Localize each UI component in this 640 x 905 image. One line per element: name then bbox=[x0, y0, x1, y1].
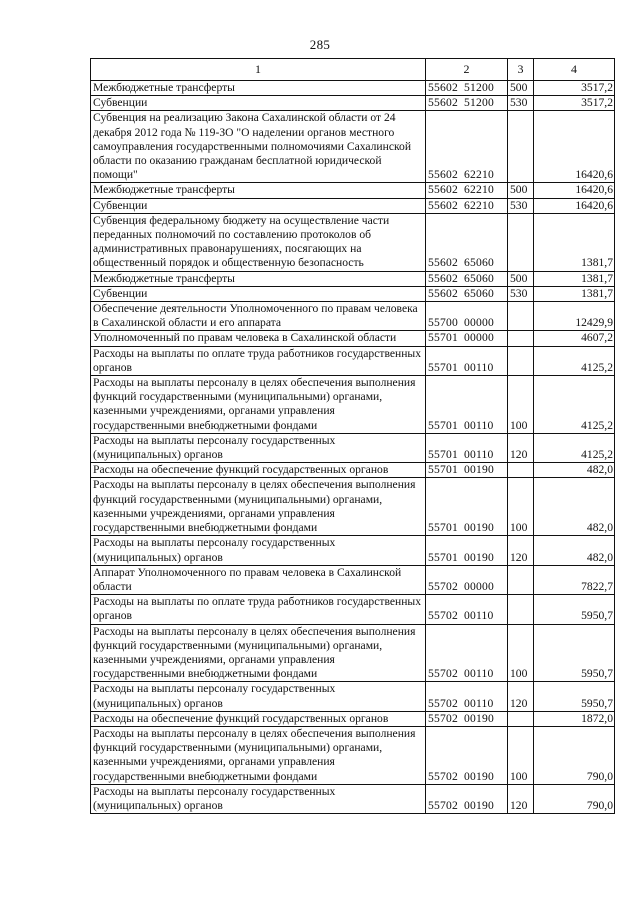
direction-code: 00190 bbox=[463, 798, 494, 812]
table-row bbox=[91, 213, 615, 271]
row-amount-cell: 16420,6 bbox=[534, 111, 615, 183]
table-row bbox=[91, 726, 615, 784]
row-expense-type-cell: 120 bbox=[508, 536, 534, 565]
column-header-amount: 4 bbox=[534, 59, 615, 81]
budget-table bbox=[90, 58, 615, 814]
row-code-cell bbox=[426, 346, 508, 375]
direction-code: 00000 bbox=[463, 316, 494, 330]
table-row bbox=[91, 536, 615, 565]
row-name-cell: Субвенции bbox=[91, 96, 426, 111]
program-code: 55701 bbox=[428, 331, 458, 345]
row-code-cell bbox=[426, 96, 508, 111]
row-code-cell bbox=[426, 81, 508, 96]
row-amount-cell: 1381,7 bbox=[534, 286, 615, 301]
row-expense-type-cell bbox=[508, 565, 534, 594]
program-code: 55602 bbox=[428, 271, 458, 285]
row-code-cell bbox=[426, 433, 508, 462]
row-name-cell: Расходы на выплаты персоналу государственных (муниципальных) органов bbox=[91, 784, 426, 813]
row-name-cell: Субвенция на реализацию Закона Сахалинской области от 24 декабря 2012 года № 119-ЗО "О наделении органов местного самоуправления государственными полномочиями Сахалинской области по оказанию гражданам бесплатной юридической помощи" bbox=[91, 111, 426, 183]
direction-code: 65060 bbox=[463, 286, 494, 300]
row-amount-cell: 4607,2 bbox=[534, 331, 615, 346]
row-expense-type-cell bbox=[508, 331, 534, 346]
row-expense-type-cell bbox=[508, 346, 534, 375]
row-amount-cell: 5950,7 bbox=[534, 682, 615, 711]
table-row bbox=[91, 81, 615, 96]
row-name-cell: Субвенции bbox=[91, 286, 426, 301]
row-expense-type-cell: 500 bbox=[508, 183, 534, 198]
row-expense-type-cell bbox=[508, 213, 534, 271]
row-expense-type-cell bbox=[508, 302, 534, 331]
row-amount-cell: 482,0 bbox=[534, 478, 615, 536]
row-expense-type-cell: 530 bbox=[508, 96, 534, 111]
row-amount-cell: 482,0 bbox=[534, 536, 615, 565]
row-name-cell: Межбюджетные трансферты bbox=[91, 81, 426, 96]
direction-code: 51200 bbox=[463, 81, 494, 94]
row-amount-cell: 5950,7 bbox=[534, 595, 615, 624]
program-code: 55701 bbox=[428, 448, 458, 462]
direction-code: 62210 bbox=[463, 198, 494, 212]
row-code-cell bbox=[426, 376, 508, 434]
program-code: 55702 bbox=[428, 798, 458, 812]
program-code: 55701 bbox=[428, 418, 458, 432]
row-code-cell bbox=[426, 595, 508, 624]
row-code-cell bbox=[426, 682, 508, 711]
row-code-cell bbox=[426, 331, 508, 346]
program-code: 55702 bbox=[428, 711, 458, 725]
row-expense-type-cell bbox=[508, 111, 534, 183]
row-code-cell bbox=[426, 565, 508, 594]
row-code-cell bbox=[426, 536, 508, 565]
program-code: 55700 bbox=[428, 316, 458, 330]
table-row bbox=[91, 271, 615, 286]
direction-code: 00110 bbox=[463, 667, 494, 681]
row-amount-cell: 4125,2 bbox=[534, 346, 615, 375]
row-code-cell bbox=[426, 726, 508, 784]
page-number: 285 bbox=[309, 37, 331, 52]
table-row bbox=[91, 111, 615, 183]
direction-code: 62210 bbox=[463, 183, 494, 197]
row-code-cell bbox=[426, 271, 508, 286]
program-code: 55602 bbox=[428, 183, 458, 197]
program-code: 55602 bbox=[428, 168, 458, 182]
row-name-cell: Межбюджетные трансферты bbox=[91, 183, 426, 198]
row-expense-type-cell: 100 bbox=[508, 478, 534, 536]
row-expense-type-cell: 500 bbox=[508, 81, 534, 96]
table-row bbox=[91, 433, 615, 462]
row-name-cell: Расходы на выплаты персоналу в целях обеспечения выполнения функций государственными (муниципальными) органами, казенными учреждениями, органами управления государственными внебюджетными фондами bbox=[91, 376, 426, 434]
row-code-cell bbox=[426, 111, 508, 183]
program-code: 55602 bbox=[428, 96, 458, 110]
row-name-cell: Расходы на обеспечение функций государственных органов bbox=[91, 463, 426, 478]
table-row bbox=[91, 183, 615, 198]
row-amount-cell: 482,0 bbox=[534, 463, 615, 478]
row-amount-cell: 1872,0 bbox=[534, 711, 615, 726]
direction-code: 00190 bbox=[463, 769, 494, 783]
direction-code: 51200 bbox=[463, 96, 494, 110]
row-expense-type-cell bbox=[508, 595, 534, 624]
row-expense-type-cell: 100 bbox=[508, 726, 534, 784]
row-code-cell bbox=[426, 784, 508, 813]
row-name-cell: Расходы на выплаты персоналу в целях обеспечения выполнения функций государственными (муниципальными) органами, казенными учреждениями, органами управления государственными внебюджетными фондами bbox=[91, 726, 426, 784]
table-header-row bbox=[91, 59, 615, 81]
table-row bbox=[91, 624, 615, 682]
row-amount-cell: 790,0 bbox=[534, 726, 615, 784]
row-amount-cell: 3517,2 bbox=[534, 81, 615, 96]
row-expense-type-cell: 530 bbox=[508, 198, 534, 213]
direction-code: 65060 bbox=[463, 271, 494, 285]
table-row bbox=[91, 478, 615, 536]
row-name-cell: Субвенции bbox=[91, 198, 426, 213]
direction-code: 00110 bbox=[463, 448, 494, 462]
row-name-cell: Расходы на выплаты персоналу государственных (муниципальных) органов bbox=[91, 433, 426, 462]
table-row bbox=[91, 198, 615, 213]
row-expense-type-cell: 530 bbox=[508, 286, 534, 301]
row-amount-cell: 4125,2 bbox=[534, 433, 615, 462]
table-row bbox=[91, 346, 615, 375]
row-name-cell: Уполномоченный по правам человека в Сахалинской области bbox=[91, 331, 426, 346]
row-name-cell: Расходы на выплаты персоналу в целях обеспечения выполнения функций государственными (муниципальными) органами, казенными учреждениями, органами управления государственными внебюджетными фондами bbox=[91, 478, 426, 536]
table-row bbox=[91, 784, 615, 813]
row-name-cell: Расходы на выплаты персоналу государственных (муниципальных) органов bbox=[91, 536, 426, 565]
row-code-cell bbox=[426, 478, 508, 536]
row-expense-type-cell: 500 bbox=[508, 271, 534, 286]
table-row bbox=[91, 376, 615, 434]
row-name-cell: Аппарат Уполномоченного по правам человека в Сахалинской области bbox=[91, 565, 426, 594]
table-row bbox=[91, 682, 615, 711]
row-expense-type-cell: 120 bbox=[508, 433, 534, 462]
row-expense-type-cell: 100 bbox=[508, 376, 534, 434]
direction-code: 62210 bbox=[463, 168, 494, 182]
table-row bbox=[91, 96, 615, 111]
row-code-cell bbox=[426, 624, 508, 682]
direction-code: 00000 bbox=[463, 579, 494, 593]
row-expense-type-cell: 120 bbox=[508, 784, 534, 813]
row-code-cell bbox=[426, 198, 508, 213]
direction-code: 00110 bbox=[463, 360, 494, 374]
row-amount-cell: 5950,7 bbox=[534, 624, 615, 682]
row-name-cell: Расходы на выплаты по оплате труда работников государственных органов bbox=[91, 595, 426, 624]
row-code-cell bbox=[426, 463, 508, 478]
row-name-cell: Межбюджетные трансферты bbox=[91, 271, 426, 286]
row-expense-type-cell: 120 bbox=[508, 682, 534, 711]
program-code: 55701 bbox=[428, 463, 458, 477]
row-name-cell: Обеспечение деятельности Уполномоченного по правам человека в Сахалинской области и его аппарата bbox=[91, 302, 426, 331]
row-code-cell bbox=[426, 183, 508, 198]
row-amount-cell: 4125,2 bbox=[534, 376, 615, 434]
row-name-cell: Расходы на выплаты персоналу государственных (муниципальных) органов bbox=[91, 682, 426, 711]
direction-code: 65060 bbox=[463, 256, 494, 270]
column-header-code: 2 bbox=[426, 59, 508, 81]
table-row bbox=[91, 302, 615, 331]
direction-code: 00110 bbox=[463, 696, 494, 710]
program-code: 55701 bbox=[428, 550, 458, 564]
row-name-cell: Расходы на выплаты по оплате труда работников государственных органов bbox=[91, 346, 426, 375]
direction-code: 00110 bbox=[463, 609, 494, 623]
row-amount-cell: 3517,2 bbox=[534, 96, 615, 111]
row-amount-cell: 12429,9 bbox=[534, 302, 615, 331]
program-code: 55602 bbox=[428, 286, 458, 300]
direction-code: 00190 bbox=[463, 550, 494, 564]
program-code: 55701 bbox=[428, 360, 458, 374]
direction-code: 00110 bbox=[463, 418, 494, 432]
table-row bbox=[91, 565, 615, 594]
program-code: 55602 bbox=[428, 81, 458, 94]
row-amount-cell: 1381,7 bbox=[534, 213, 615, 271]
program-code: 55702 bbox=[428, 609, 458, 623]
program-code: 55702 bbox=[428, 579, 458, 593]
row-expense-type-cell bbox=[508, 711, 534, 726]
row-name-cell: Расходы на обеспечение функций государственных органов bbox=[91, 711, 426, 726]
row-name-cell: Расходы на выплаты персоналу в целях обеспечения выполнения функций государственными (муниципальными) органами, казенными учреждениями, органами управления государственными внебюджетными фондами bbox=[91, 624, 426, 682]
row-amount-cell: 16420,6 bbox=[534, 198, 615, 213]
row-amount-cell: 790,0 bbox=[534, 784, 615, 813]
row-amount-cell: 7822,7 bbox=[534, 565, 615, 594]
row-expense-type-cell: 100 bbox=[508, 624, 534, 682]
program-code: 55602 bbox=[428, 256, 458, 270]
program-code: 55701 bbox=[428, 521, 458, 535]
row-expense-type-cell bbox=[508, 463, 534, 478]
program-code: 55702 bbox=[428, 769, 458, 783]
table-row bbox=[91, 463, 615, 478]
row-code-cell bbox=[426, 286, 508, 301]
row-name-cell: Субвенция федеральному бюджету на осуществление части переданных полномочий по составлению протоколов об административных правонарушениях, посягающих на общественный порядок и общественную безопасность bbox=[91, 213, 426, 271]
row-code-cell bbox=[426, 213, 508, 271]
direction-code: 00190 bbox=[463, 711, 494, 725]
program-code: 55702 bbox=[428, 696, 458, 710]
row-amount-cell: 16420,6 bbox=[534, 183, 615, 198]
column-header-name: 1 bbox=[91, 59, 426, 81]
row-amount-cell: 1381,7 bbox=[534, 271, 615, 286]
row-code-cell bbox=[426, 711, 508, 726]
program-code: 55702 bbox=[428, 667, 458, 681]
direction-code: 00190 bbox=[463, 521, 494, 535]
program-code: 55602 bbox=[428, 198, 458, 212]
column-header-type: 3 bbox=[508, 59, 534, 81]
table-row bbox=[91, 286, 615, 301]
table-row bbox=[91, 331, 615, 346]
row-code-cell bbox=[426, 302, 508, 331]
direction-code: 00000 bbox=[463, 331, 494, 345]
direction-code: 00190 bbox=[463, 463, 494, 477]
table-row bbox=[91, 595, 615, 624]
table-row bbox=[91, 711, 615, 726]
